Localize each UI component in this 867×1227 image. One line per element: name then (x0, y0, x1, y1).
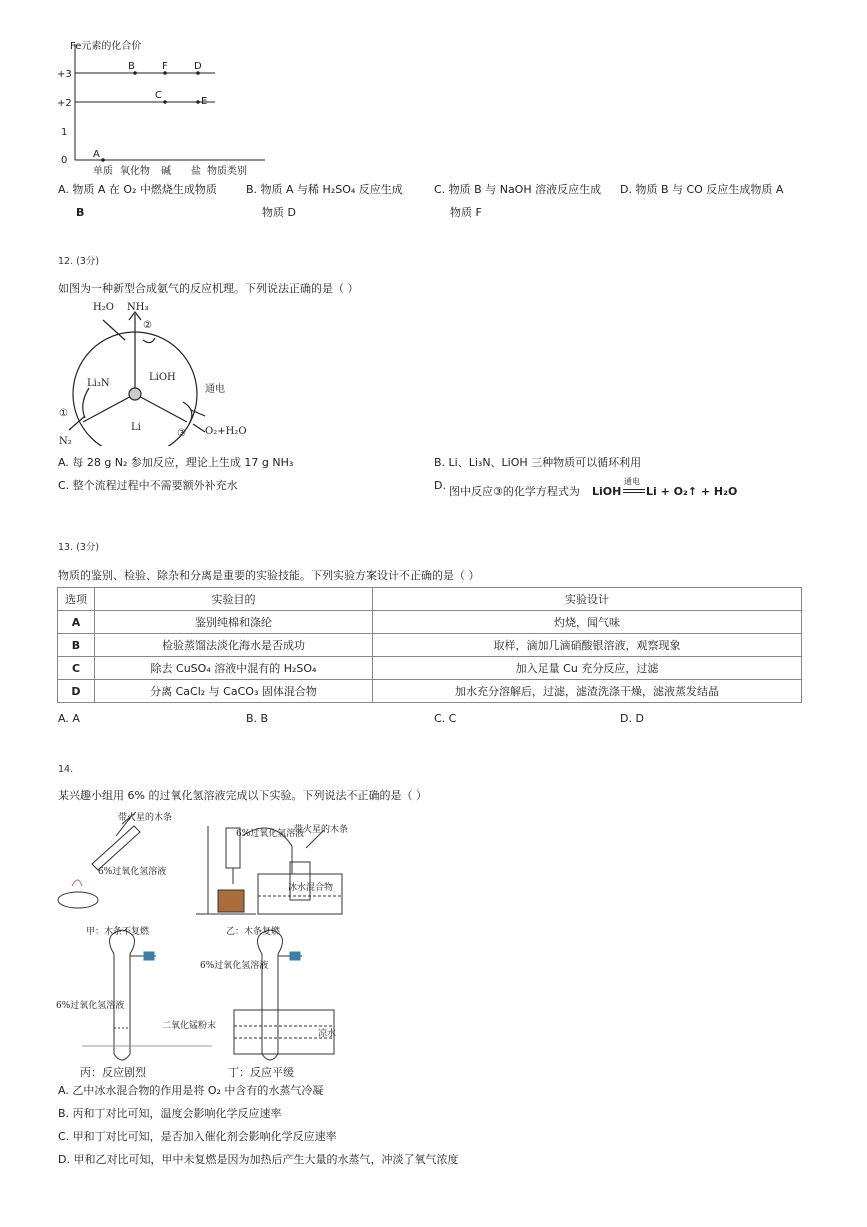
q12-li-label: Li (131, 422, 141, 433)
q14-cold-water-label: 凉水 (318, 1029, 337, 1039)
q11-ytick-2: +2 (57, 98, 72, 109)
q14-ding-solution-label: 6%过氧化氢溶液 (200, 961, 269, 971)
table-cell: 灼烧，闻气味 (373, 611, 802, 634)
table-cell: 鉴别纯棉和涤纶 (95, 611, 373, 634)
q12-option-d-eq-right: Li + O₂↑ + H₂O (646, 485, 738, 498)
q12-step1-label: ① (59, 408, 68, 419)
q11-point-c: C (155, 90, 162, 101)
q12-option-d-eq-sign (623, 489, 645, 493)
table-cell: 加水充分溶解后，过滤，滤渣洗涤干燥，滤液蒸发结晶 (373, 680, 802, 703)
table-cell: D (58, 680, 95, 703)
q12-nh3-label: NH₃ (127, 302, 149, 313)
q11-point-a: A (93, 149, 100, 160)
q12-header: 12. (3分) (58, 256, 100, 267)
q11-point-b: B (128, 61, 135, 72)
table-row (58, 611, 802, 634)
q14-ding-caption: 丁：反应平缓 (228, 1066, 294, 1079)
q14-option-a: A. 乙中冰水混合物的作用是将 O₂ 中含有的水蒸气冷凝 (58, 1084, 324, 1097)
q12-stem: 如图为一种新型合成氨气的反应机理。下列说法正确的是（ ） (58, 282, 359, 295)
table-cell: 除去 CuSO₄ 溶液中混有的 H₂SO₄ (95, 657, 373, 680)
table-row (58, 657, 802, 680)
q13-header: 13. (3分) (58, 542, 100, 553)
q12-step2-label: ② (143, 320, 152, 331)
q14-stem: 某兴趣小组用 6% 的过氧化氢溶液完成以下实验。下列说法不正确的是（ ） (58, 789, 427, 802)
q12-option-d-eq-left: LiOH (592, 485, 622, 498)
table-cell: 检验蒸馏法淡化海水是否成功 (95, 634, 373, 657)
table-row (58, 680, 802, 703)
q14-jia-solution-label: 6%过氧化氢溶液 (98, 867, 167, 877)
q12-li3n-label: Li₃N (87, 378, 110, 389)
q14-option-d: D. 甲和乙对比可知，甲中未复燃是因为加热后产生大量的水蒸气，冲淡了氧气浓度 (58, 1153, 459, 1166)
table-row (58, 634, 802, 657)
q13-stem: 物质的鉴别、检验、除杂和分离是重要的实验技能。下列实验方案设计不正确的是（ ） (58, 569, 480, 582)
q11-xlabel-elem: 单质 (93, 166, 113, 177)
q12-h2o-label: H₂O (93, 302, 114, 313)
q13-option-d: D. D (620, 712, 644, 725)
q12-n2-label: N₂ (59, 436, 72, 446)
table-cell: B (58, 634, 95, 657)
table-cell: C (58, 657, 95, 680)
q11-y-label: Fe元素的化合价 (70, 41, 142, 52)
q13-experiment-table (57, 587, 802, 703)
q13-option-b: B. B (246, 712, 269, 725)
q14-bing-solution-label: 6%过氧化氢溶液 (56, 1001, 125, 1011)
table-cell: 取样，滴加几滴硝酸银溶液，观察现象 (373, 634, 802, 657)
q12-step3-label: ③ (177, 428, 186, 439)
q14-yi-splint-label: 带火星的木条 (294, 825, 349, 835)
q11-option-d: D. 物质 B 与 CO 反应生成物质 A (620, 183, 784, 196)
q12-lioh-label: LiOH (149, 372, 176, 383)
q11-valence-chart (55, 36, 275, 178)
table-header-cell: 实验设计 (373, 588, 802, 611)
q11-option-b-line1: B. 物质 A 与稀 H₂SO₄ 反应生成 (246, 183, 403, 196)
q11-option-a-line1: A. 物质 A 在 O₂ 中燃烧生成物质 (58, 183, 217, 196)
q11-xlabel-base: 碱 (161, 166, 171, 177)
q14-yi-ice-label: 冰水混合物 (288, 883, 334, 893)
q11-option-c-line2: 物质 F (450, 206, 482, 219)
q11-point-f: F (162, 61, 168, 72)
table-cell: 加入足量 Cu 充分反应，过滤 (373, 657, 802, 680)
q14-header: 14. (58, 764, 74, 775)
q12-option-c: C. 整个流程过程中不需要额外补充水 (58, 479, 238, 492)
q11-xlabel-axis: 物质类别 (207, 166, 247, 177)
q11-option-b-line2: 物质 D (262, 206, 296, 219)
q11-ytick-3: +3 (57, 69, 72, 80)
q11-point-d: D (194, 61, 202, 72)
q14-jia-splint-label: 带火星的木条 (118, 813, 173, 823)
table-header-row (58, 588, 802, 611)
q14-yi-solution-label: 6%过氧化氢溶液 (236, 829, 305, 839)
q11-option-c-line1: C. 物质 B 与 NaOH 溶液反应生成 (434, 183, 602, 196)
q14-experiment-figure (52, 806, 362, 1084)
q14-option-b: B. 丙和丁对比可知，温度会影响化学反应速率 (58, 1107, 282, 1120)
q14-bing-caption: 丙：反应剧烈 (80, 1066, 146, 1079)
q11-xlabel-oxide: 氧化物 (120, 166, 150, 177)
q14-mno2-label: 二氧化锰粉末 (162, 1021, 217, 1031)
q12-option-a: A. 每 28 g N₂ 参加反应，理论上生成 17 g NH₃ (58, 456, 294, 469)
q13-option-c: C. C (434, 712, 457, 725)
q14-option-c: C. 甲和丁对比可知，是否加入催化剂会影响化学反应速率 (58, 1130, 337, 1143)
table-header-cell: 实验目的 (95, 588, 373, 611)
q12-o2-h2o-label: O₂+H₂O (205, 426, 247, 437)
q13-option-a: A. A (58, 712, 80, 725)
q12-electrolysis-label: 通电 (205, 384, 225, 395)
q11-ytick-0: 0 (61, 155, 68, 166)
q11-option-a-line2: B (76, 206, 85, 219)
q12-option-d-label: D. (434, 479, 446, 492)
q14-jia-caption: 甲：木条不复燃 (86, 927, 150, 937)
q12-option-d-text: 图中反应③的化学方程式为 (449, 485, 580, 498)
q12-option-d-eq-condition: 通电 (624, 477, 640, 486)
q12-reaction-cycle-diagram (55, 298, 255, 446)
q11-point-e: E (201, 96, 208, 107)
q11-ytick-1: 1 (61, 127, 68, 138)
table-header-cell: 选项 (58, 588, 95, 611)
table-cell: A (58, 611, 95, 634)
q12-option-b: B. Li、Li₃N、LiOH 三种物质可以循环利用 (434, 456, 642, 469)
q11-xlabel-salt: 盐 (191, 166, 201, 177)
q14-yi-caption: 乙：木条复燃 (226, 927, 281, 937)
table-cell: 分离 CaCl₂ 与 CaCO₃ 固体混合物 (95, 680, 373, 703)
